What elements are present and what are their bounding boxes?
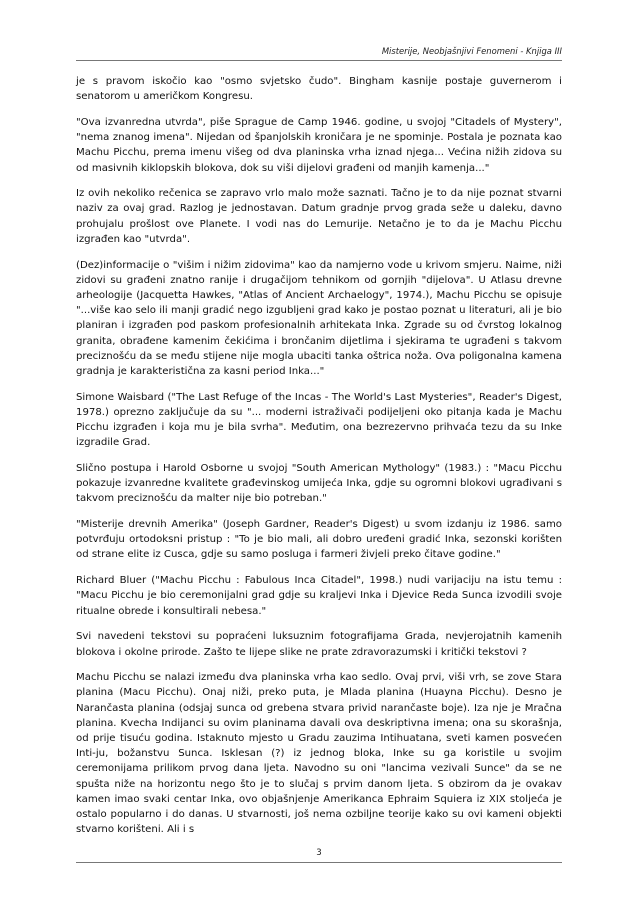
- page-number: 3: [316, 848, 322, 858]
- paragraph-4: (Dez)informacije o "višim i nižim zidovima" kao da namjerno vode u krivom smjeru. Naime, niži zidovi su građeni znatno ranije i drugačijom tehnikom od gornjih "dijelova". U Atlasu drevne arheologije (Jacquetta Hawkes, "Atlas of Ancient Archaelogy", 1974.), Machu Picchu se opisuje "...više kao selo ili manji gradić nego izgubljeni grad kako je postao poznat u literaturi, ali je bio planiran i izgrađen pod paskom profesionalnih arhitekata Inka. Zgrade su od čvrstog lokalnog granita, obrađene kamenim čekićima i brončanim dijetlima i sjekirama te ugrađeni s takvom preciznošću da se među stijene nije mogla ubaciti tanka oštrica noža. Ova poligonalna kamena gradnja je karakteristična za kasni period Inka...": [76, 259, 562, 377]
- paragraph-6: Slično postupa i Harold Osborne u svojoj "South American Mythology" (1983.) : "Macu Picchu pokazuje izvanredne kvalitete građevinskog umijeća Inka, gdje su ogromni blokovi ugrađivani s takvom preciznošću da malter nije bio potreban.": [76, 462, 562, 505]
- paragraph-9: Svi navedeni tekstovi su popraćeni luksuznim fotografijama Grada, nevjerojatnih kamenih blokova i okolne prirode. Zašto te lijepe slike ne prate zdravorazumski i kritički tekstovi ?: [76, 631, 562, 658]
- paragraph-5: Simone Waisbard ("The Last Refuge of the Incas - The World's Last Mysteries", Reader's Digest, 1978.) oprezno zaključuje da su "... moderni istraživači podijeljeni oko pitanja kada je Machu Picchu izgrađen i koja mu je bila svrha". Međutim, ona bezrezervno prihvaća tezu da su Inke izgradile Grad.: [76, 391, 562, 449]
- paragraph-10: Machu Picchu se nalazi između dva planinska vrha kao sedlo. Ovaj prvi, viši vrh, se zove Stara planina (Macu Picchu). Onaj niži, preko puta, je Mlada planina (Huayna Picchu). Desno je Narančasta planina (odsjaj sunca od grebena stvara privid narančaste boje). Iza nje je Mračna planina. Kvecha Indijanci su ovim planinama davali ova deskriptivna imena; ona su skorašnja, od prije tisuću godina. Istaknuto mjesto u Gradu zauzima Intihuatana, sveti kamen posvećen Inti-ju, božanstvu Sunca. Isklesan (?) iz jednog bloka, Inke su ga koristile u svojim ceremonijama prilikom prvog dana ljeta. Navodno su oni "lancima vezivali Sunce" da se ne spušta niže na horizontu nego što je to slučaj s prvim danom ljeta. S obzirom da je ovakav kamen imao svaki centar Inka, ovo objašnjenje Amerikanca Ephraim Squiera iz XIX stoljeća je ostalo popularno i do danas. U stvarnosti, još nema ozbiljne teorije kako su ovi kameni objekti stvarno korišteni. Ali i s: [76, 672, 562, 836]
- paragraph-1: je s pravom iskočio kao "osmo svjetsko čudo". Bingham kasnije postaje guvernerom i senatorom u američkom Kongresu.: [76, 76, 562, 103]
- paragraph-2: "Ova izvanredna utvrda", piše Sprague de Camp 1946. godine, u svojoj "Citadels of Mystery", "nema znanog imena". Nijedan od španjolskih kroničara je ne spominje. Postala je poznata kao Machu Picchu, prema imenu višeg od dva planinska vrha iznad njega... Većina nižih zidova su od masivnih kiklopskih blokova, dok su viši dijelovi građeni od manjih kamenja...": [76, 116, 562, 174]
- running-header: [76, 46, 562, 61]
- running-title: Misterije, Neobjašnjivi Fenomeni - Knjiga III: [381, 46, 562, 56]
- body-text: [76, 74, 562, 848]
- paragraph-7: "Misterije drevnih Amerika" (Joseph Gardner, Reader's Digest) u svom izdanju iz 1986. samo potvrđuju ortodoksni pristup : "To je bio mali, ali dobro uređeni gradić Inka, sezonski korišten od strane elite iz Cusca, gdje su samo posluga i farmeri živjeli preko čitave godine.": [76, 519, 562, 561]
- paragraph-8: Richard Bluer ("Machu Picchu : Fabulous Inca Citadel", 1998.) nudi varijaciju na istu temu : "Macu Picchu je bio ceremonijalni grad gdje su kraljevi Inka i Djevice Reda Sunca izvodili svoje ritualne obrede i konsultirali nebesa.": [76, 575, 562, 617]
- page-footer: [76, 848, 562, 863]
- paragraph-3: Iz ovih nekoliko rečenica se zapravo vrlo malo može saznati. Tačno je to da nije poznat stvarni naziv za ovaj grad. Razlog je jednostavan. Datum gradnje prvog grada seže u daleku, davno prohujalu prošlost ove Planete. I vodi nas do Lemurije. Netačno je to da je Machu Picchu izgrađen kao "utvrda".: [76, 188, 562, 245]
